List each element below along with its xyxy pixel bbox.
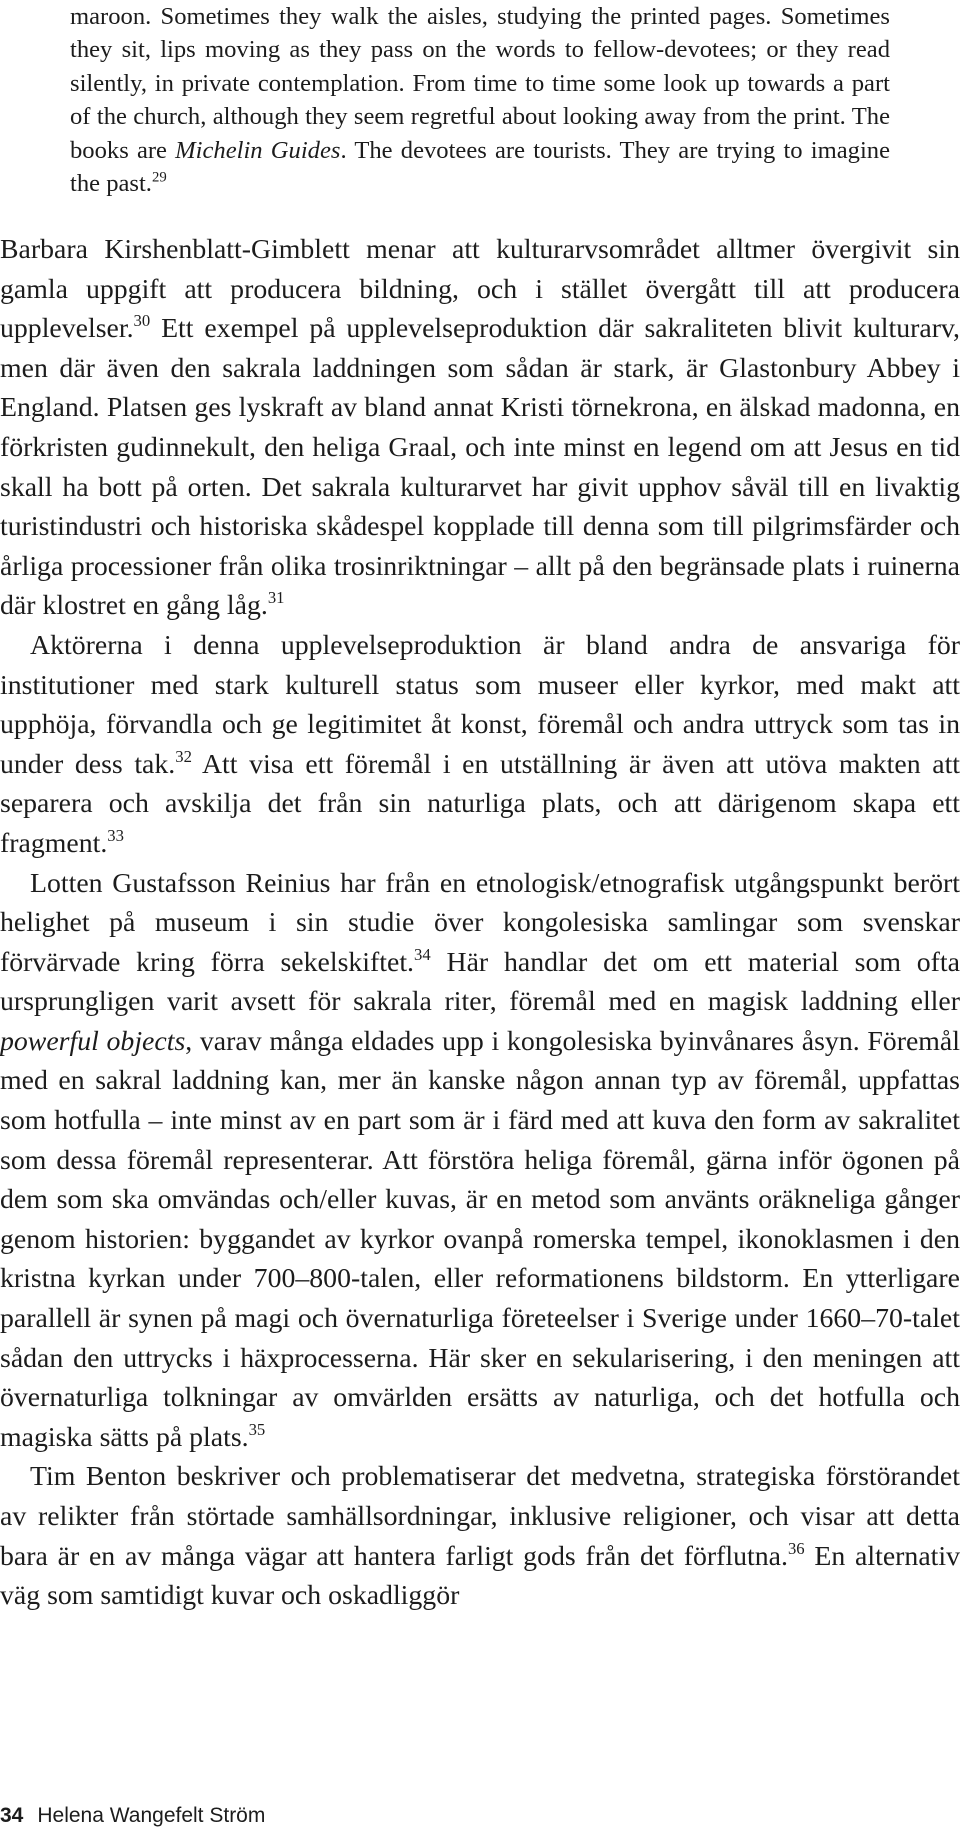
paragraph-text: Att visa ett föremål i en utställning är även att utöva makten att separera och avskilja det från sin naturliga plats, och att därigenom skapa ett fragment. — [0, 748, 960, 859]
quote-text-end: . The devotees are tourists. They are trying to imagine the past. — [70, 136, 890, 198]
paragraph-text: Barbara Kirshenblatt-Gimblett menar att kulturarvsområdet alltmer övergivit sin gamla uppgift att producera bildning, och i stället övergått till att producera upplevelser. — [0, 234, 960, 345]
running-author: Helena Wangefelt Ström — [37, 1804, 266, 1827]
footnote-ref: 29 — [151, 169, 167, 186]
page-number: 34 — [0, 1804, 24, 1827]
footnote-ref: 32 — [175, 746, 192, 766]
footnote-ref: 35 — [248, 1419, 266, 1439]
footnote-ref: 34 — [414, 944, 431, 964]
italic-term: powerful objects — [0, 1025, 186, 1057]
paragraph — [0, 626, 960, 864]
quote-text: maroon. Sometimes they walk the aisles, studying the printed pages. Sometimes they sit, lips moving as they pass on the words to fellow-devotees; or they read silently, in private contemplation. From time to time some look up towards a part of the church, although they seem regretful about looking away from the print. The books are — [70, 3, 890, 164]
paragraph — [0, 230, 960, 626]
paragraph — [0, 864, 960, 1458]
paragraph-text: Aktörerna i denna upplevelseproduktion är bland andra de ansvariga för institutioner med stark kulturell status som museer eller kyrkor, med makt att upphöja, förvandla och ge legitimitet åt konst, föremål och andra uttryck som tas in under dess tak. — [0, 629, 960, 780]
paragraph-text: Tim Benton beskriver och problematiserar det medvetna, strategiska förstörandet av relikter från störtade samhällsordningar, inklusive religioner, och visar att detta bara är en av många vägar att hantera farligt gods från det förflutna. — [0, 1461, 960, 1572]
paragraph-text: Här handlar det om ett material som ofta ursprungligen varit avsett för sakrala riter, föremål med en magisk laddning eller — [0, 946, 960, 1018]
paragraph-text: Ett exempel på upplevelseproduktion där sakraliteten blivit kulturarv, men där även den sakrala laddningen som sådan är stark, är Glastonbury Abbey i England. Platsen ges lyskraft av bland annat Kristi törnekrona, en älskad madonna, en förkristen gudinnekult, den heliga Graal, och inte minst en legend om att Jesus en tid skall ha bott på orten. Det sakrala kulturarvet har givit upphov såväl till en livaktig turistindustri och historiska skådespel kopplade till denna som till pilgrimsfärder och årliga processioner från olika trosinriktningar – allt på den begränsade plats i ruinerna där klostret en gång låg. — [0, 313, 960, 622]
paragraph — [0, 1457, 960, 1615]
page-footer — [0, 1804, 265, 1832]
quote-italic-title: Michelin Guides — [175, 136, 341, 164]
paragraph-text: , varav många eldades upp i kongolesiska byinvånares åsyn. Föremål med en sakral laddning kan, mer än kanske någon annan typ av föremål, uppfattas som hotfulla – inte minst av en part som är i färd med att kuva den form av sakralitet som dessa föremål representerar. Att förstöra heliga föremål, gärna inför ögonen på dem som ska omvändas och/eller kuvas, är en metod som använts oräkneliga gånger genom historien: byggandet av kyrkor ovanpå romerska tempel, ikonoklasmen i den kristna kyrkan under 700–800-talen, eller reformationens bildstorm. En ytterligare parallell är synen på magi och övernaturliga företeelser i Sverige under 1660–70-talet sådan den uttrycks i häxprocesserna. Här sker en sekularisering, i den meningen att övernaturliga tolkningar av omvärlden ersätts av naturliga, och det hotfulla och magiska sätts på plats. — [0, 1025, 960, 1453]
paragraph-text: En alternativ väg som samtidigt kuvar och oskadliggör — [0, 1540, 960, 1612]
footnote-ref: 36 — [787, 1538, 805, 1558]
footnote-ref: 30 — [133, 311, 151, 331]
footnote-ref: 31 — [267, 588, 285, 608]
paragraph-text: Lotten Gustafsson Reinius har från en etnologisk/etnografisk utgångspunkt berört helighet på museum i sin studie över kongolesiska samlingar som svenskar förvärvade kring förra sekelskiftet. — [0, 867, 960, 978]
body-text — [0, 230, 960, 1616]
block-quote — [70, 0, 890, 200]
footnote-ref: 33 — [107, 826, 124, 846]
